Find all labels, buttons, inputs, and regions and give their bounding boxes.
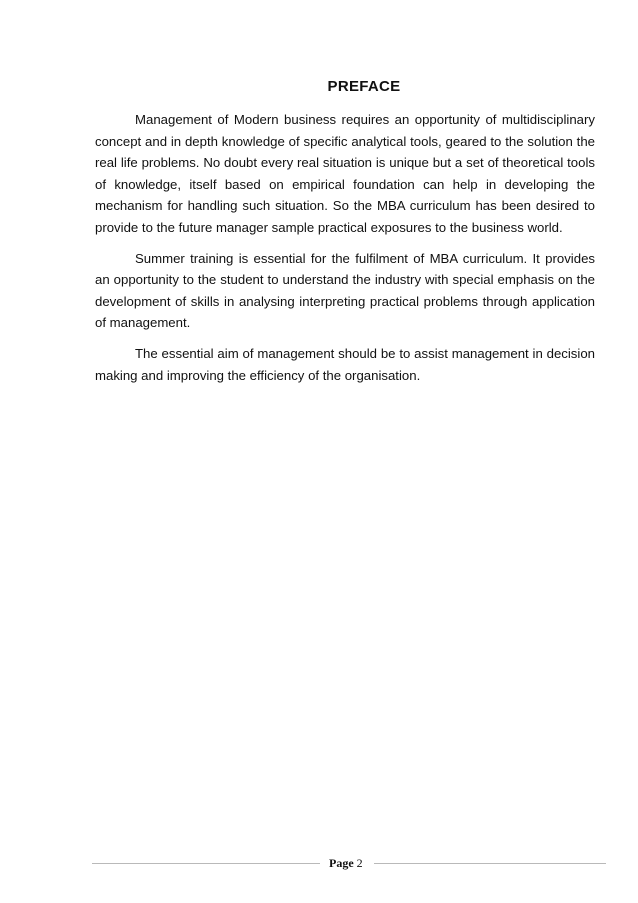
footer-rule-left xyxy=(92,863,320,864)
page-word: Page xyxy=(329,856,354,870)
body-text xyxy=(95,109,595,395)
paragraph-2: Summer training is essential for the fulfilment of MBA curriculum. It provides an opportunity to the student to understand the industry with special emphasis on the development of skills in analysing interpreting practical problems through application of management. xyxy=(95,250,595,331)
paragraph-1: Management of Modern business requires an opportunity of multidisciplinary concept and in depth knowledge of specific analytical tools, geared to the solution the real life problems. No doubt every real situation is unique but a set of theoretical tools of knowledge, itself based on empirical foundation can help in developing the mechanism for handling such situation. So the MBA curriculum has been desired to provide to the future manager sample practical exposures to the business world. xyxy=(95,112,595,235)
page-number-label xyxy=(329,856,363,871)
paragraph-3: The essential aim of management should be to assist management in decision making and improving the efficiency of the organisation. xyxy=(95,345,595,383)
footer-rule-right xyxy=(374,863,606,864)
page-title: PREFACE xyxy=(327,78,401,95)
page-number: 2 xyxy=(356,856,363,870)
page-footer xyxy=(92,856,606,872)
